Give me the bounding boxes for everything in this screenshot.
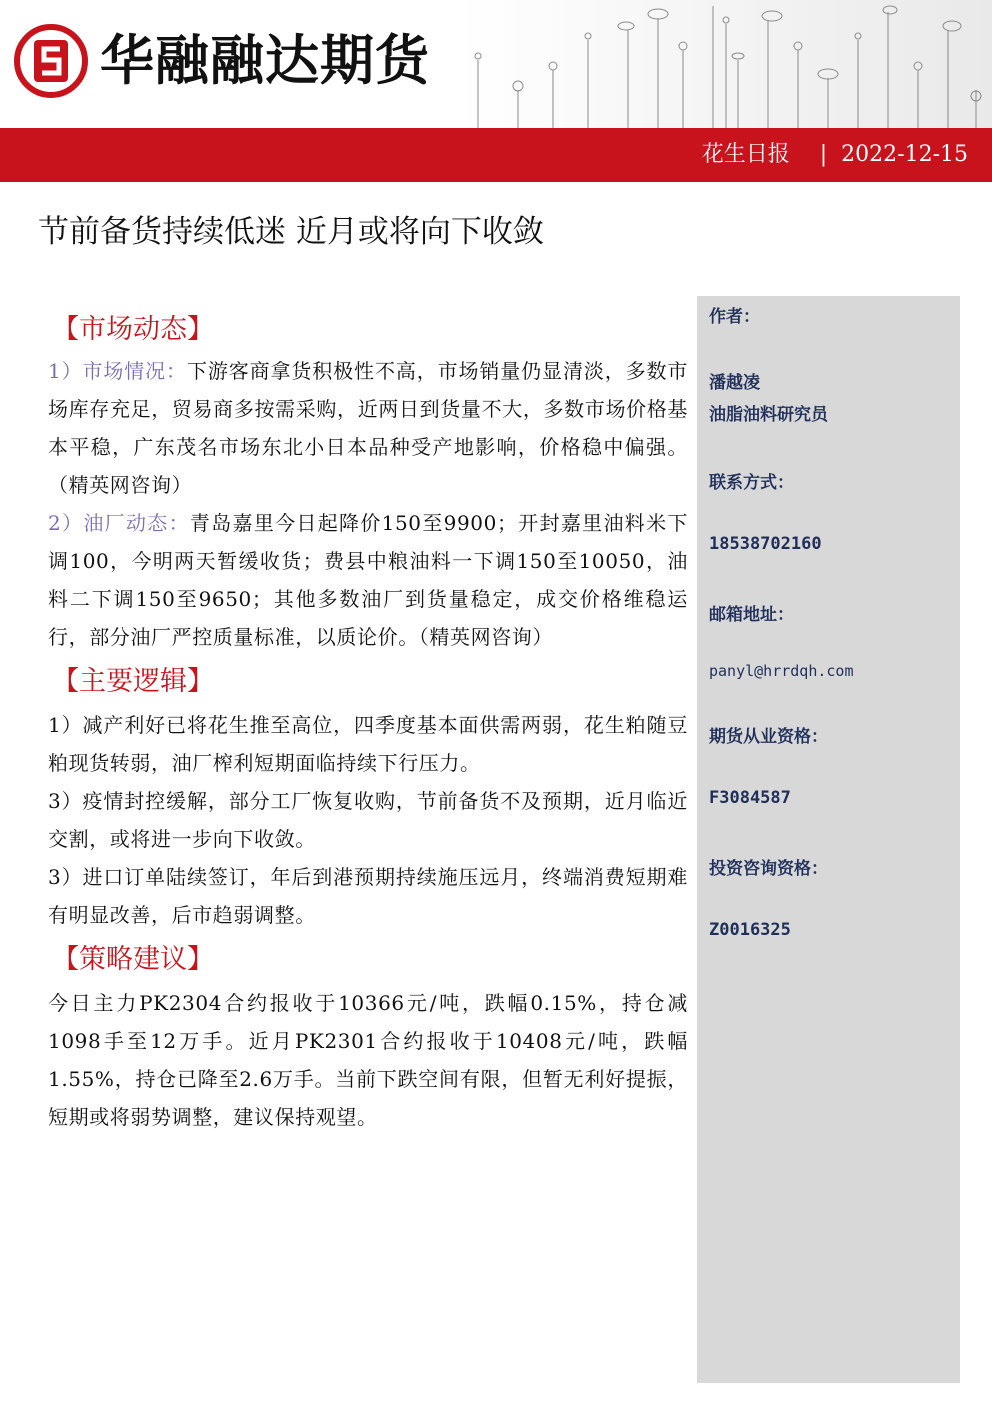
logic-item: 3）进口订单陆续签订，年后到港预期持续施压远月，终端消费短期难有明显改善，后市趋弱调整。: [48, 865, 688, 927]
section-heading-strategy: 【策略建议】: [52, 944, 214, 975]
market-item: [48, 352, 688, 504]
market-item-lead: 2）油厂动态：: [48, 511, 190, 535]
strategy-text: 今日主力PK2304合约报收于10366元/吨，跌幅0.15%，持仓减1098手至12万手。近月PK2301合约报收于10408元/吨，跌幅1.55%，持仓已降至2.6万手。当前下跌空间有限，但暂无利好提振，短期或将弱势调整，建议保持观望。: [48, 991, 688, 1129]
contact-label: 联系方式：: [709, 473, 794, 493]
huarong-logo-icon: [14, 24, 88, 98]
phone-number: 18538702160: [709, 534, 822, 554]
market-item-lead: 1）市场情况：: [48, 359, 187, 383]
author-sidebar: [697, 296, 960, 1383]
email-label: 邮箱地址：: [709, 605, 794, 625]
report-date: 2022-12-15: [841, 142, 968, 167]
report-type: 花生日报: [701, 142, 790, 167]
author-label: 作者：: [709, 307, 760, 327]
page-header: [0, 0, 992, 128]
author-title: 油脂油料研究员: [709, 405, 828, 425]
section-heading-logic: 【主要逻辑】: [52, 666, 214, 697]
advisory-qualification-label: 投资咨询资格：: [709, 859, 828, 879]
section-heading-market: 【市场动态】: [52, 314, 214, 345]
logic-item: 1）减产利好已将花生推至高位，四季度基本面供需两弱，花生粕随豆粕现货转弱，油厂榨利短期面临持续下行压力。: [48, 713, 688, 775]
market-item-text: 青岛嘉里今日起降价150至9900；开封嘉里油料米下调100，今明两天暂缓收货；费县中粮油料一下调150至10050，油料二下调150至9650；其他多数油厂到货量稳定，成交价格维稳运行，部分油厂严控质量标准，以质论价。（精英网咨询）: [48, 511, 689, 649]
futures-qualification-id: F3084587: [709, 788, 791, 808]
report-title: 节前备货持续低迷 近月或将向下收敛: [38, 214, 544, 250]
logic-item: 3）疫情封控缓解，部分工厂恢复收购，节前备货不及预期，近月临近交割，或将进一步向下收敛。: [48, 789, 688, 851]
report-banner: [0, 128, 992, 182]
market-item: [48, 504, 688, 656]
banner-separator: |: [819, 142, 828, 167]
author-name: 潘越凌: [709, 373, 760, 393]
futures-qualification-label: 期货从业资格：: [709, 727, 828, 747]
banner-text: [702, 138, 968, 172]
advisory-qualification-id: Z0016325: [709, 920, 791, 940]
decorative-lines-graphic: [458, 0, 992, 128]
market-item-text: 下游客商拿货积极性不高，市场销量仍显清淡，多数市场库存充足，贸易商多按需采购，近两日到货量不大，多数市场价格基本平稳，广东茂名市场东北小日本品种受产地影响，价格稳中偏强。（精英网咨询）: [48, 359, 688, 497]
brand-name: 华融融达期货: [100, 29, 430, 92]
email-address[interactable]: panyl@hrrdqh.com: [709, 662, 854, 680]
main-content: [48, 310, 688, 1136]
